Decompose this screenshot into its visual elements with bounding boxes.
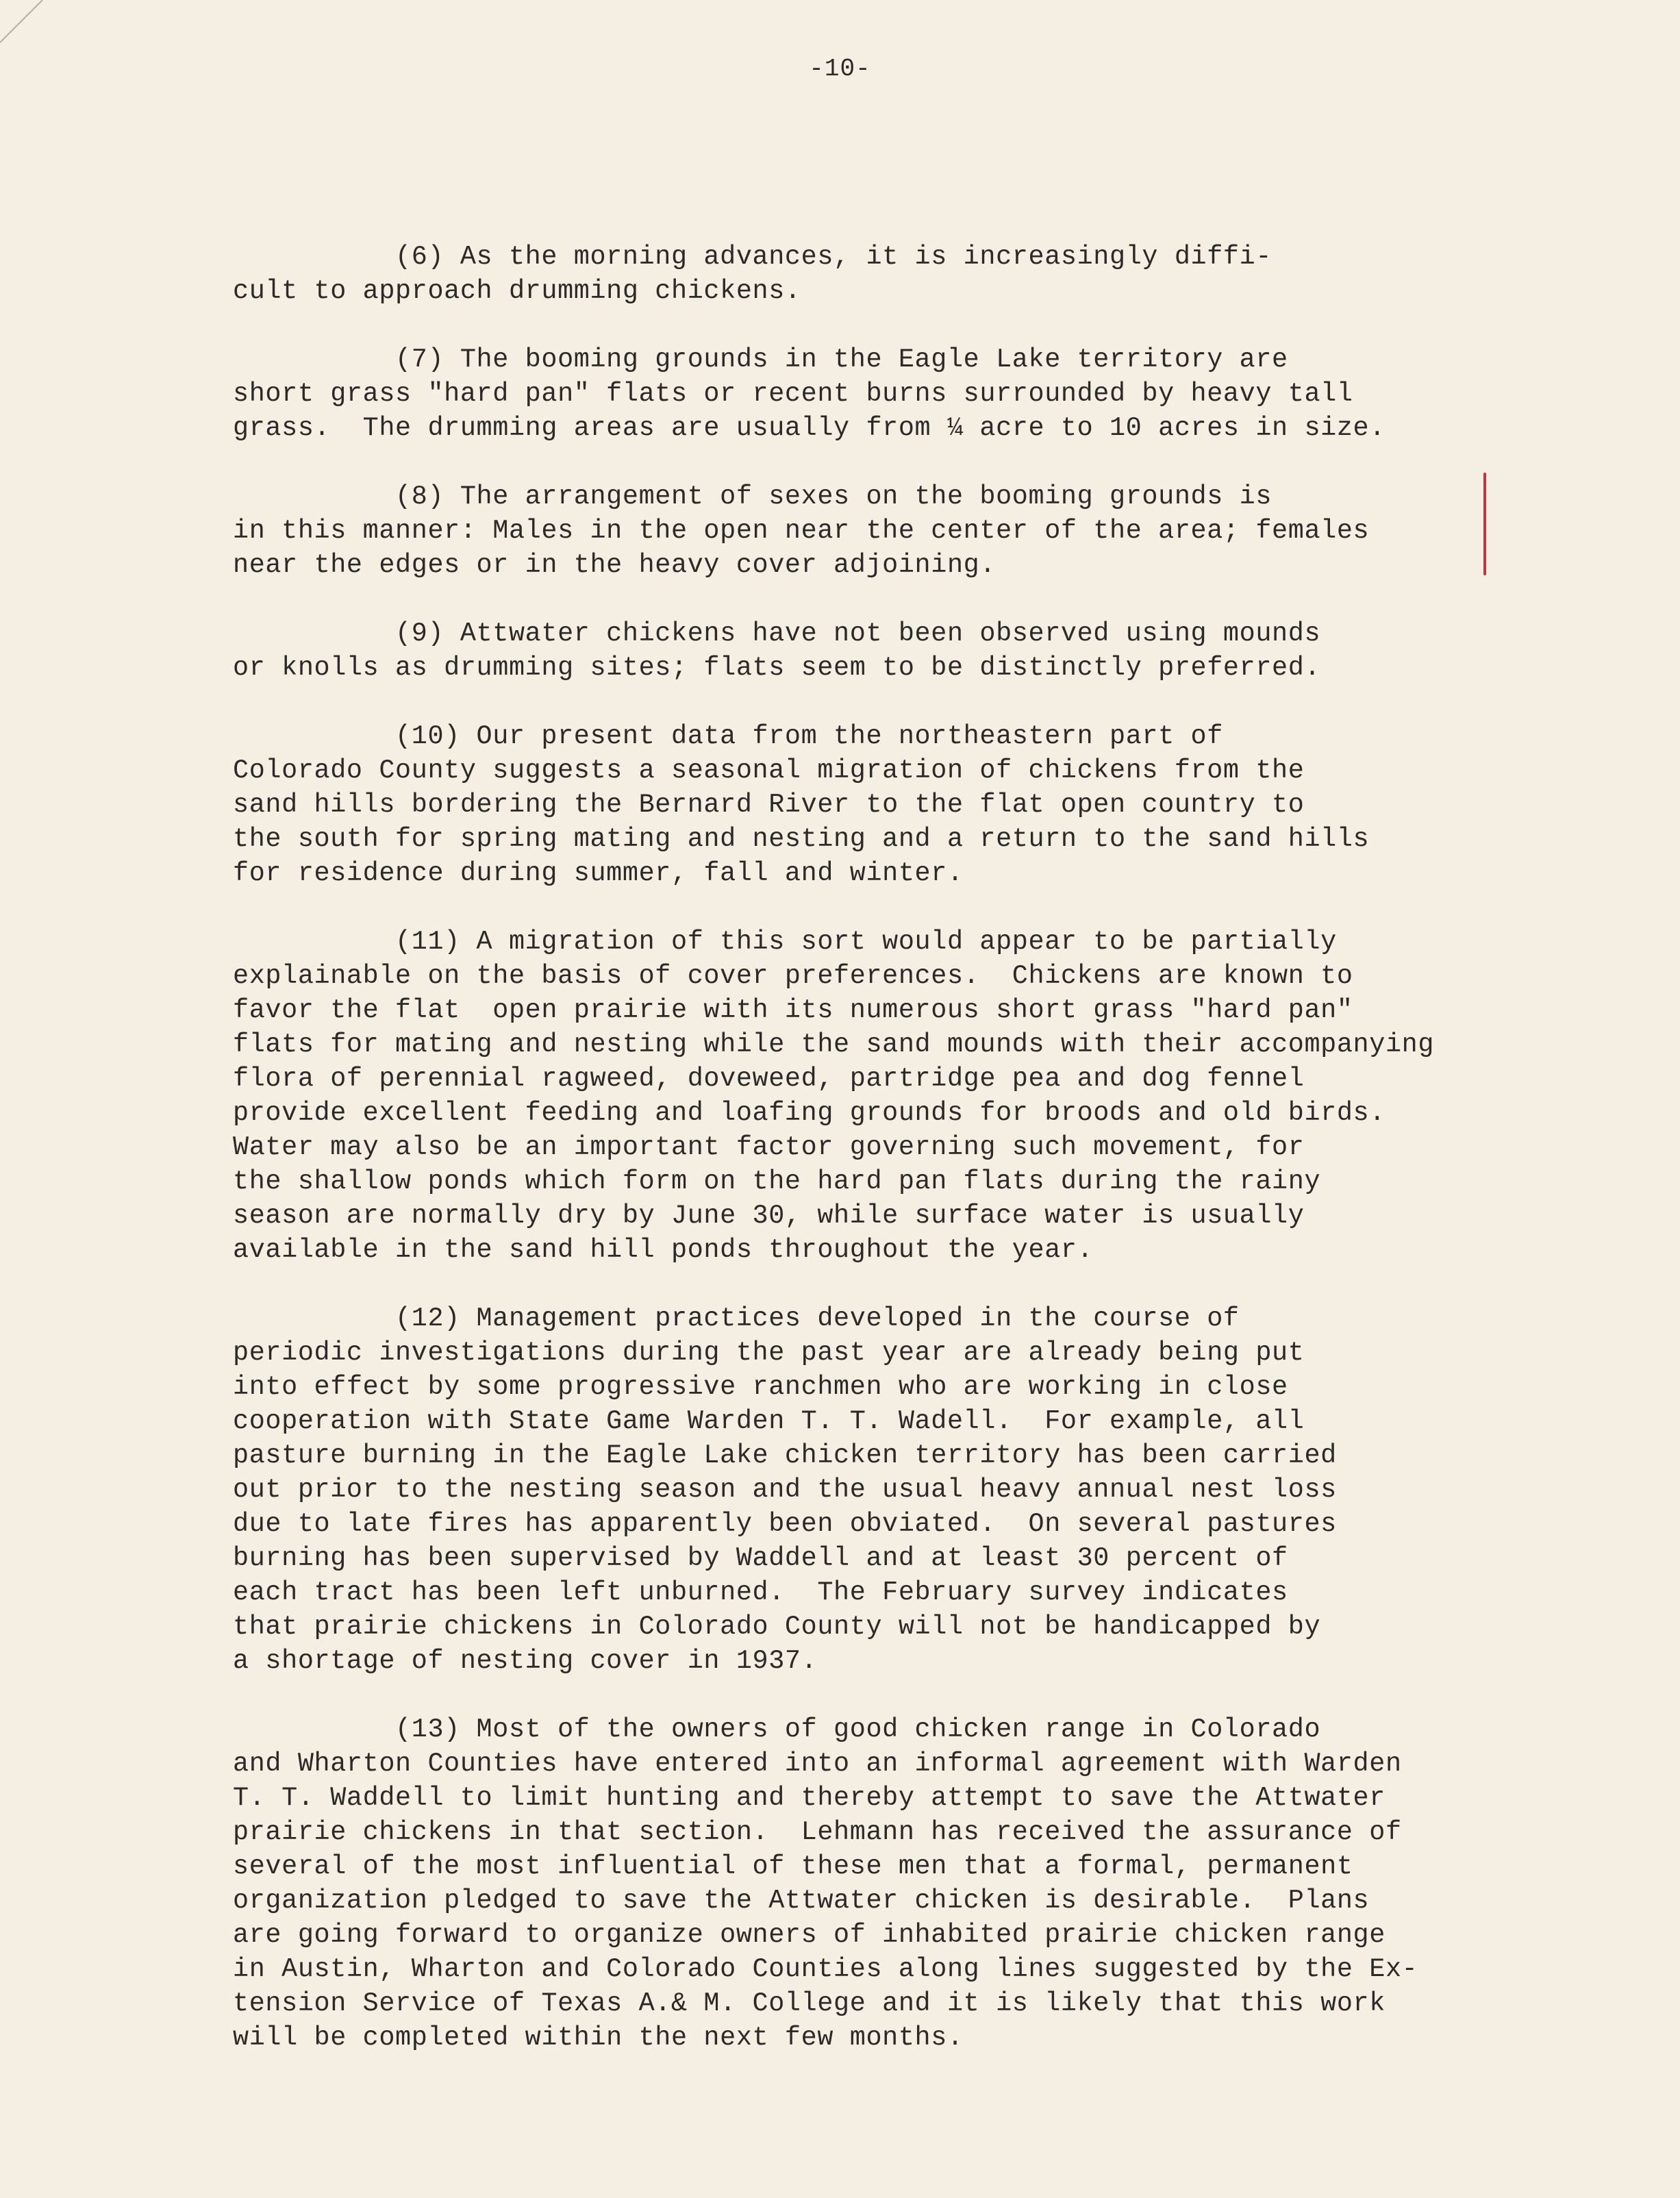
text-line: in this manner: Males in the open near the center of the area; females	[233, 516, 1370, 546]
text-line: sand hills bordering the Bernard River to the flat open country to	[233, 790, 1305, 820]
text-line: cult to approach drumming chickens.	[233, 276, 801, 306]
text-line: favor the flat open prairie with its numerous short grass "hard pan"	[233, 995, 1353, 1025]
text-line: in Austin, Wharton and Colorado Counties along lines suggested by the Ex-	[233, 1954, 1418, 1984]
paragraph-12	[233, 1301, 1534, 1678]
corner-fold-mark	[0, 0, 55, 55]
paragraph-7	[233, 342, 1534, 445]
text-line: out prior to the nesting season and the usual heavy annual nest loss	[233, 1475, 1337, 1505]
text-line: (7) The booming grounds in the Eagle Lake territory are	[233, 345, 1288, 375]
text-line: near the edges or in the heavy cover adjoining.	[233, 550, 996, 580]
text-line: (6) As the morning advances, it is increasingly diffi-	[233, 242, 1272, 272]
text-line: grass. The drumming areas are usually from ¼ acre to 10 acres in size.	[233, 413, 1386, 443]
text-line: (10) Our present data from the northeastern part of	[233, 721, 1223, 751]
text-line: season are normally dry by June 30, while surface water is usually	[233, 1201, 1305, 1231]
text-line: and Wharton Counties have entered into an informal agreement with Warden	[233, 1749, 1402, 1779]
text-line: pasture burning in the Eagle Lake chicken territory has been carried	[233, 1440, 1337, 1471]
text-line: (12) Management practices developed in the course of	[233, 1303, 1240, 1334]
paragraph-8	[233, 479, 1534, 582]
text-line: provide excellent feeding and loafing grounds for broods and old birds.	[233, 1098, 1386, 1128]
paragraph-13	[233, 1712, 1534, 2055]
text-line: (9) Attwater chickens have not been observed using mounds	[233, 619, 1321, 649]
text-line: the south for spring mating and nesting and a return to the sand hills	[233, 824, 1370, 854]
text-line: burning has been supervised by Waddell and at least 30 percent of	[233, 1543, 1288, 1573]
text-line: periodic investigations during the past year are already being put	[233, 1338, 1305, 1368]
text-line: (13) Most of the owners of good chicken range in Colorado	[233, 1714, 1321, 1745]
text-line: explainable on the basis of cover preferences. Chickens are known to	[233, 961, 1353, 991]
text-line: Water may also be an important factor governing such movement, for	[233, 1132, 1305, 1162]
text-line: that prairie chickens in Colorado County will not be handicapped by	[233, 1612, 1321, 1642]
paragraph-9	[233, 616, 1534, 685]
text-line: Colorado County suggests a seasonal migration of chickens from the	[233, 755, 1305, 786]
text-line: available in the sand hill ponds throughout the year.	[233, 1235, 1094, 1265]
paragraph-10	[233, 719, 1534, 890]
text-line: flora of perennial ragweed, doveweed, partridge pea and dog fennel	[233, 1064, 1305, 1094]
text-line: into effect by some progressive ranchmen who are working in close	[233, 1372, 1288, 1402]
text-line: several of the most influential of these men that a formal, permanent	[233, 1851, 1353, 1882]
text-line: short grass "hard pan" flats or recent burns surrounded by heavy tall	[233, 379, 1353, 409]
text-line: are going forward to organize owners of inhabited prairie chicken range	[233, 1920, 1386, 1950]
paragraph-6	[233, 240, 1534, 308]
text-line: (8) The arrangement of sexes on the booming grounds is	[233, 482, 1272, 512]
text-line: cooperation with State Game Warden T. T. Wadell. For example, all	[233, 1406, 1305, 1436]
text-line: flats for mating and nesting while the sand mounds with their accompanying	[233, 1029, 1435, 1060]
text-line: a shortage of nesting cover in 1937.	[233, 1646, 818, 1676]
text-line: each tract has been left unburned. The February survey indicates	[233, 1577, 1288, 1608]
paragraph-11	[233, 925, 1534, 1267]
text-line: organization pledged to save the Attwater chicken is desirable. Plans	[233, 1886, 1370, 1916]
text-line: (11) A migration of this sort would appear to be partially	[233, 927, 1337, 957]
text-line: due to late fires has apparently been obviated. On several pastures	[233, 1509, 1337, 1539]
text-line: for residence during summer, fall and winter.	[233, 858, 964, 888]
text-line: the shallow ponds which form on the hard pan flats during the rainy	[233, 1166, 1321, 1197]
page-number: -10-	[809, 55, 871, 83]
text-line: T. T. Waddell to limit hunting and thereby attempt to save the Attwater	[233, 1783, 1386, 1813]
text-line: or knolls as drumming sites; flats seem to be distinctly preferred.	[233, 653, 1321, 683]
text-line: tension Service of Texas A.& M. College and it is likely that this work	[233, 1988, 1386, 2019]
text-line: prairie chickens in that section. Lehmann has received the assurance of	[233, 1817, 1402, 1847]
text-line: will be completed within the next few months.	[233, 2023, 964, 2053]
